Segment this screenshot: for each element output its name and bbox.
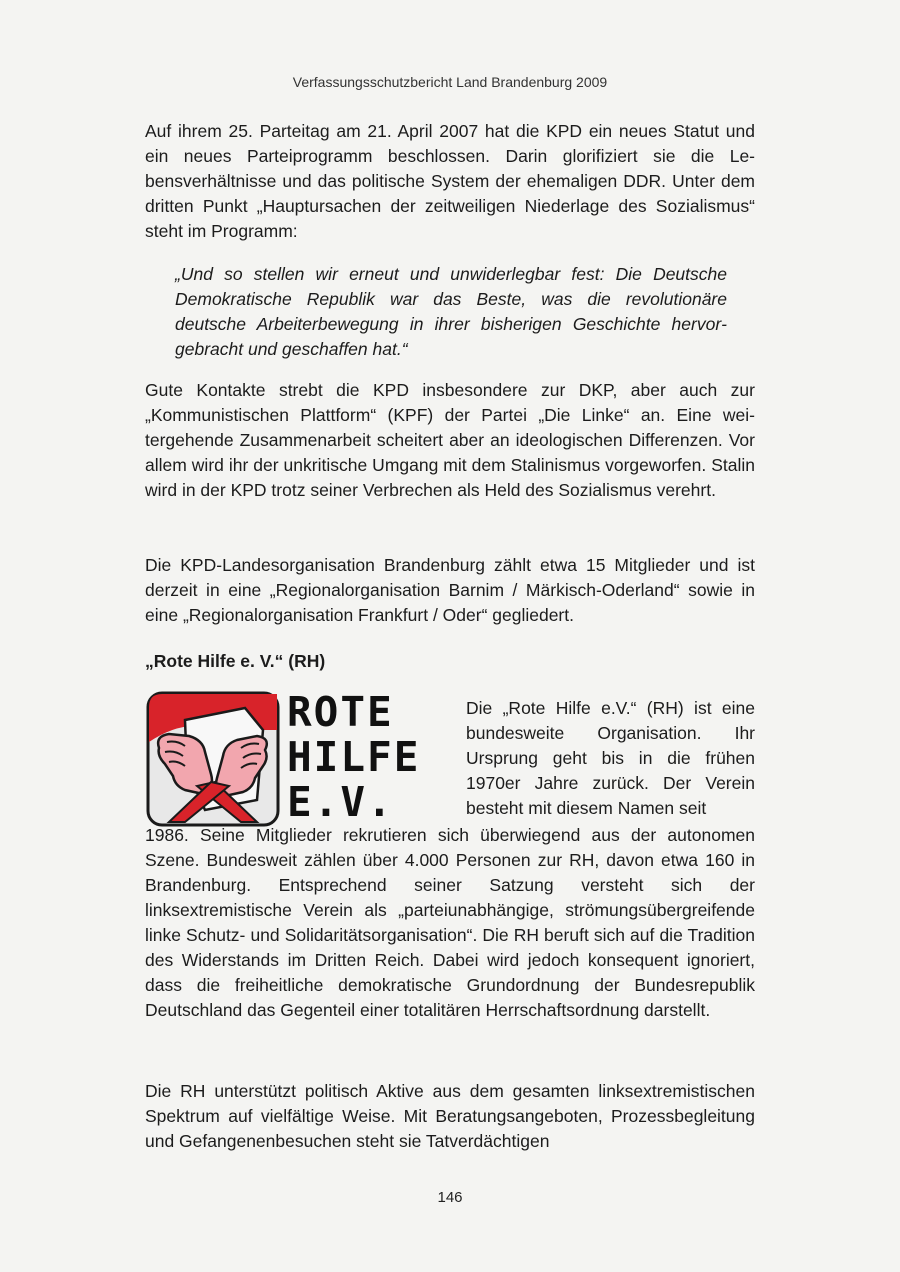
page-number: 146 [437,1189,463,1206]
logo-word-hilfe: HILFE [287,733,421,781]
quote-program: „Und so stellen wir erneut und unwiderlegbar fest: Die Deutsche Demokratische Republik war das Beste, was die revolutionäre deutsche Arbeiterbewegung in ihrer bisherigen Geschichte hervorgebracht und geschaffen hat.“ [175,264,727,359]
logo-word-ev: E.V. [287,778,394,826]
paragraph-rote-hilfe-intro: Die „Rote Hilfe e.V.“ (RH) ist eine bundesweite Organisation. Ihr Ursprung geht bis in die frühen 1970er Jahre zurück. Der Verein besteht mit diesem Namen seit [466,698,755,818]
section-heading-rote-hilfe: „Rote Hilfe e. V.“ (RH) [145,651,326,671]
paragraph-kpd-brandenburg: Die KPD-Landesorganisation Brandenburg zählt etwa 15 Mitglieder und ist derzeit in eine „Regionalorganisation Barnim / Märkisch-Oderland“ sowie in eine „Regionalorganisation Frankfurt / Oder“ gegliedert. [145,555,755,625]
logo-word-rote: ROTE [287,688,394,736]
logo-wordmark [287,690,457,825]
paragraph-kpd-contacts: Gute Kontakte strebt die KPD insbesondere zur DKP, aber auch zur „Kommunistischen Plattform“ (KPF) der Partei „Die Linke“ an. Eine weitergehende Zusammenarbeit scheitert aber an ideologischen Differenzen. Vor allem wird ihr der unkritische Umgang mit dem Stalinismus vorgeworfen. Stalin wird in der KPD trotz seiner Verbrechen als Held des Sozialismus verehrt. [145,380,755,500]
rote-hilfe-logo [145,690,455,830]
rote-hilfe-emblem-icon [145,690,281,830]
paragraph-rote-hilfe-support: Die RH unterstützt politisch Aktive aus dem gesamten linksextremistischen Spektrum auf vielfältige Weise. Mit Beratungsangeboten, Prozessbegleitung und Gefangenenbesuchen steht sie Tatverdächtigen [145,1081,755,1151]
paragraph-kpd-statute: Auf ihrem 25. Parteitag am 21. April 2007 hat die KPD ein neues Statut und ein neues Parteiprogramm beschlossen. Darin glorifiziert sie die Lebensverhältnisse und das politische System der ehemaligen DDR. Unter dem dritten Punkt „Hauptursachen der zeitweiligen Niederlage des Sozialismus“ steht im Programm: [145,121,755,241]
paragraph-rote-hilfe-members: 1986. Seine Mitglieder rekrutieren sich überwiegend aus der autonomen Szene. Bundesweit zählen über 4.000 Personen zur RH, davon etwa 160 in Brandenburg. Entsprechend seiner Satzung versteht sich der linksextremistische Verein als „parteiunabhängige, strömungsübergreifende linke Schutz- und Solidaritätsorganisation“. Die RH beruft sich auf die Tradition des Widerstands im Dritten Reich. Dabei wird jedoch konsequent ignoriert, dass die freiheitliche demokratische Grundordnung der Bundesrepublik Deutschland das Gegenteil einer totalitären Herrschaftsordnung darstellt. [145,825,755,1020]
running-header: Verfassungsschutzbericht Land Brandenburg 2009 [292,74,608,90]
